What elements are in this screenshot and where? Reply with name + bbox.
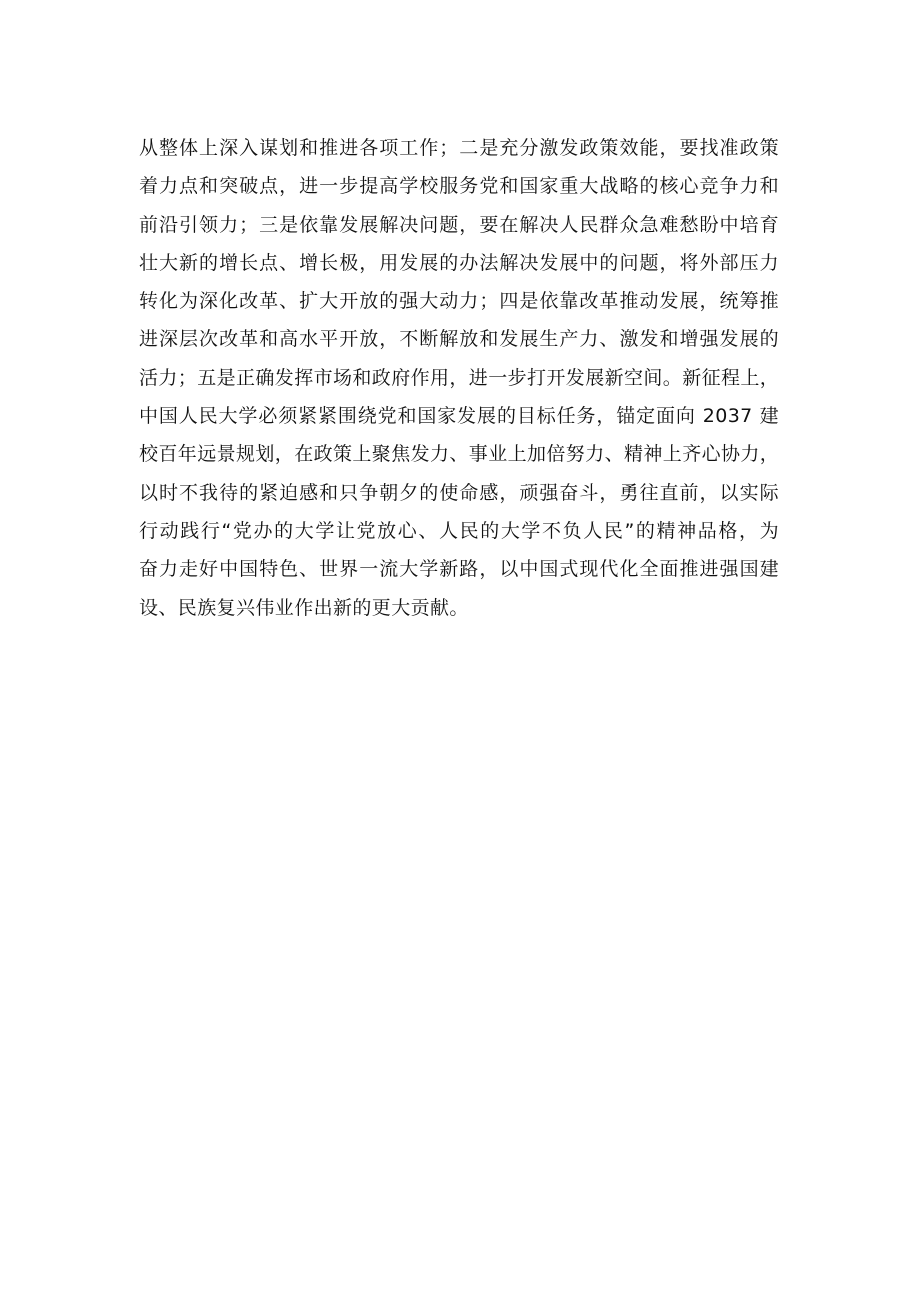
text-line: 校百年远景规划，在政策上聚焦发力、事业上加倍努力、精神上齐心协力， bbox=[139, 443, 780, 466]
text-line: 活力；五是正确发挥市场和政府作用，进一步打开发展新空间。新征程上， bbox=[139, 366, 780, 389]
text-line: 行动践行“党办的大学让党放心、人民的大学不负人民”的精神品格，为 bbox=[139, 519, 779, 542]
text-line: 奋力走好中国特色、世界一流大学新路，以中国式现代化全面推进强国建 bbox=[139, 558, 779, 581]
text-line: 中国人民大学必须紧紧围绕党和国家发展的目标任务，锚定面向 2037 建 bbox=[139, 405, 779, 428]
text-line: 着力点和突破点，进一步提高学校服务党和国家重大战略的核心竞争力和 bbox=[139, 175, 779, 198]
text-line: 转化为深化改革、扩大开放的强大动力；四是依靠改革推动发展，统筹推 bbox=[139, 290, 779, 313]
text-line: 设、民族复兴伟业作出新的更大贡献。 bbox=[139, 596, 469, 619]
text-line: 以时不我待的紧迫感和只争朝夕的使命感，顽强奋斗，勇往直前，以实际 bbox=[139, 481, 779, 504]
text-line: 壮大新的增长点、增长极，用发展的办法解决发展中的问题，将外部压力 bbox=[139, 251, 779, 274]
text-line: 从整体上深入谋划和推进各项工作；二是充分激发政策效能，要找准政策 bbox=[139, 137, 779, 159]
text-line: 前沿引领力；三是依靠发展解决问题，要在解决人民群众急难愁盼中培育 bbox=[139, 213, 779, 236]
body-paragraph bbox=[139, 129, 779, 627]
text-line: 进深层次改革和高水平开放，不断解放和发展生产力、激发和增强发展的 bbox=[139, 328, 779, 351]
